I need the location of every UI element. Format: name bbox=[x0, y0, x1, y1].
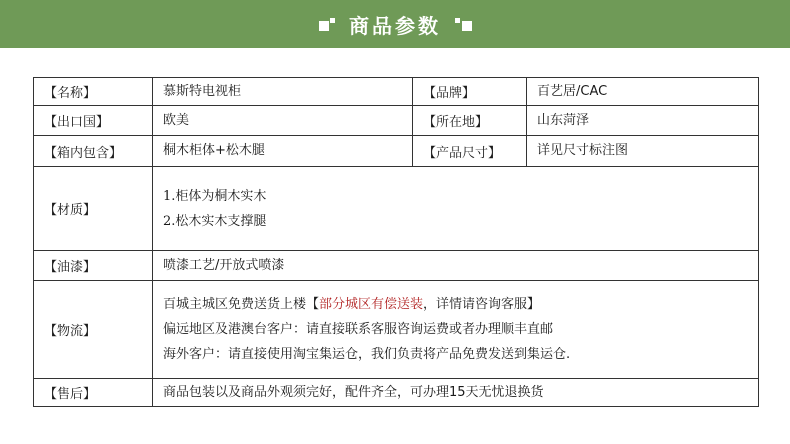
material-line: 1.柜体为桐木实木 bbox=[163, 188, 267, 204]
name-value: 慕斯特电视柜 bbox=[153, 78, 413, 106]
size-label: 【产品尺寸】 bbox=[413, 136, 527, 167]
logistics-line-1-end: ，详情请咨询客服】 bbox=[423, 297, 541, 312]
material-label: 【材质】 bbox=[34, 167, 153, 251]
square-small-shape bbox=[330, 18, 335, 23]
banner-inner bbox=[315, 10, 475, 39]
table-row bbox=[34, 251, 759, 281]
table-row bbox=[34, 281, 759, 379]
square-big-shape bbox=[462, 21, 472, 31]
contents-label: 【箱内包含】 bbox=[34, 136, 153, 167]
page-title: 商品参数 bbox=[349, 13, 441, 38]
table-row bbox=[34, 106, 759, 136]
table-row bbox=[34, 379, 759, 407]
square-small-shape bbox=[455, 18, 460, 23]
brand-label: 【品牌】 bbox=[413, 78, 527, 106]
brand-value: 百艺居/CAC bbox=[527, 78, 759, 106]
location-value: 山东菏泽 bbox=[527, 106, 759, 136]
location-label: 【所在地】 bbox=[413, 106, 527, 136]
name-label: 【名称】 bbox=[34, 78, 153, 106]
paint-label: 【油漆】 bbox=[34, 251, 153, 281]
logistics-line-3: 海外客户：请直接使用淘宝集运仓，我们负责将产品免费发送到集运仓. bbox=[163, 347, 571, 362]
square-big-shape bbox=[319, 21, 329, 31]
table-row bbox=[34, 78, 759, 106]
aftersale-value: 商品包装以及商品外观须完好，配件齐全，可办理15天无忧退换货 bbox=[153, 379, 759, 407]
contents-value: 桐木柜体+松木腿 bbox=[153, 136, 413, 167]
table-row bbox=[34, 136, 759, 167]
logistics-value bbox=[153, 281, 759, 379]
parameter-table bbox=[33, 77, 759, 407]
logistics-label: 【物流】 bbox=[34, 281, 153, 379]
header-banner bbox=[0, 0, 790, 48]
square-decoration-icon bbox=[453, 15, 475, 33]
material-line: 2.松木实木支撑腿 bbox=[163, 213, 267, 229]
aftersale-label: 【售后】 bbox=[34, 379, 153, 407]
logistics-paid-delivery-note: 部分城区有偿送装 bbox=[319, 297, 424, 312]
export-label: 【出口国】 bbox=[34, 106, 153, 136]
export-value: 欧美 bbox=[153, 106, 413, 136]
logistics-line-1-start: 百城主城区免费送货上楼【 bbox=[163, 297, 320, 312]
material-value bbox=[153, 167, 759, 251]
logistics-line-2: 偏远地区及港澳台客户：请直接联系客服咨询运费或者办理顺丰直邮 bbox=[163, 322, 554, 337]
size-value: 详见尺寸标注图 bbox=[527, 136, 759, 167]
logistics-line-1 bbox=[163, 292, 748, 317]
table-row bbox=[34, 167, 759, 251]
square-decoration-icon bbox=[315, 15, 337, 33]
paint-value: 喷漆工艺/开放式喷漆 bbox=[153, 251, 759, 281]
